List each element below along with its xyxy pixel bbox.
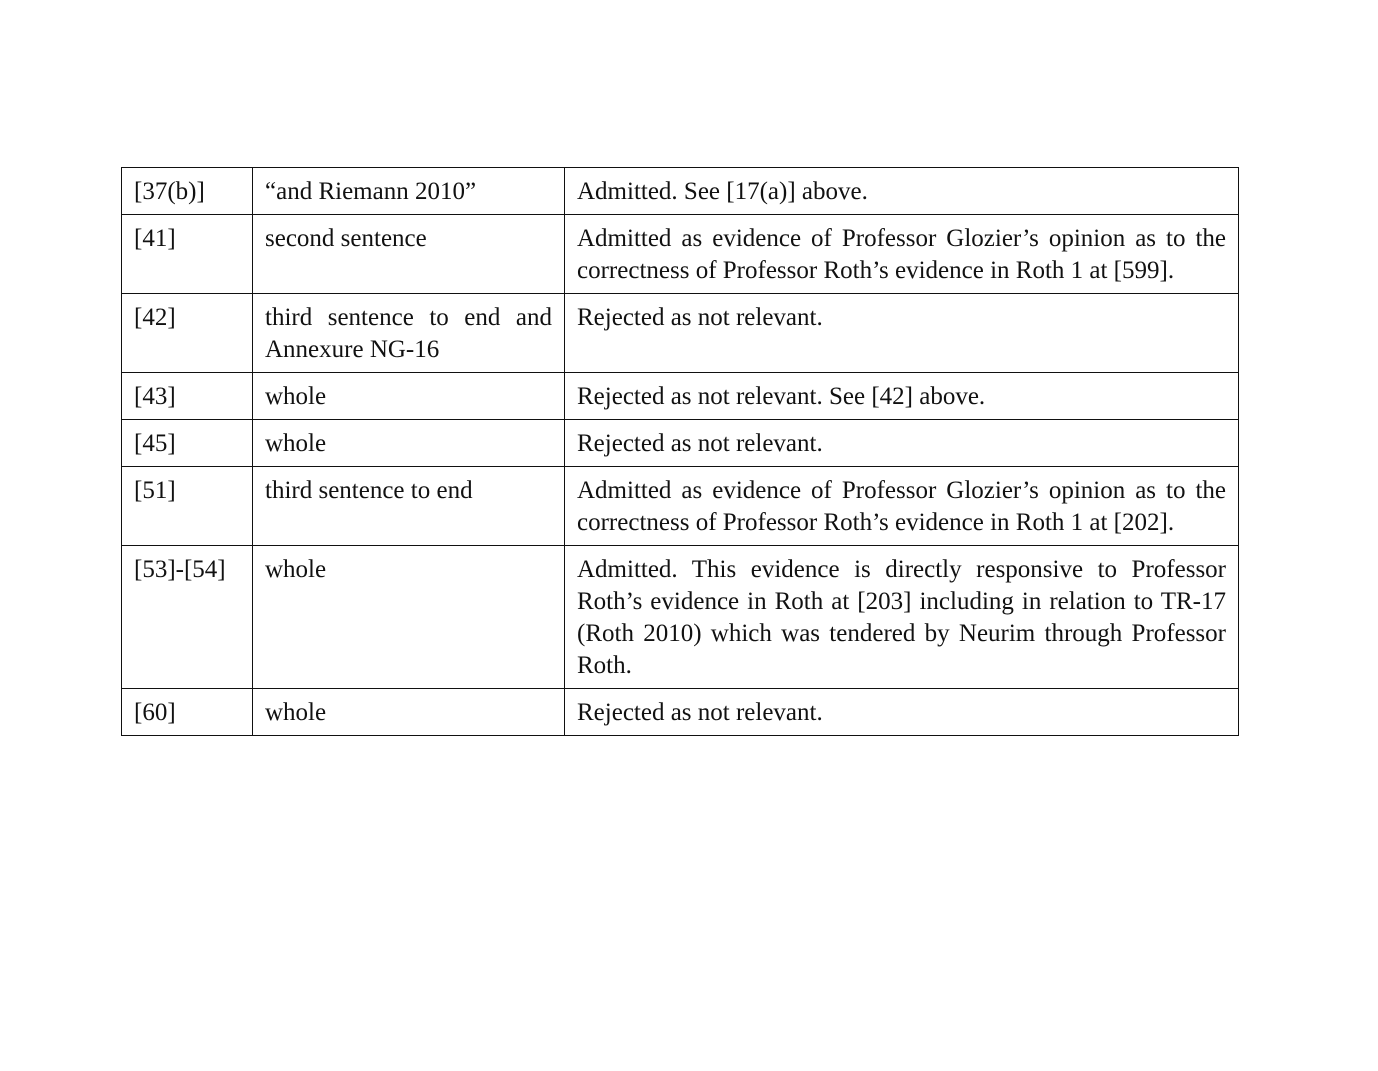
part-cell: whole: [253, 689, 565, 736]
part-cell: third sentence to end and Annexure NG-16: [253, 294, 565, 373]
ruling-cell: Admitted. See [17(a)] above.: [565, 168, 1239, 215]
part-cell: whole: [253, 420, 565, 467]
table-row: [122, 689, 1239, 736]
table-row: [122, 420, 1239, 467]
ruling-cell: Admitted. This evidence is directly responsive to Professor Roth’s evidence in Roth at [203] including in relation to TR-17 (Roth 2010) which was tendered by Neurim through Professor Roth.: [565, 546, 1239, 689]
table-row: [122, 373, 1239, 420]
paragraph-cell: [51]: [122, 467, 253, 546]
table-row: [122, 467, 1239, 546]
paragraph-cell: [60]: [122, 689, 253, 736]
paragraph-cell: [37(b)]: [122, 168, 253, 215]
part-cell: whole: [253, 373, 565, 420]
part-cell: “and Riemann 2010”: [253, 168, 565, 215]
part-cell: second sentence: [253, 215, 565, 294]
table-row: [122, 546, 1239, 689]
ruling-cell: Rejected as not relevant. See [42] above.: [565, 373, 1239, 420]
ruling-cell: Admitted as evidence of Professor Glozier’s opinion as to the correctness of Professor Roth’s evidence in Roth 1 at [202].: [565, 467, 1239, 546]
paragraph-cell: [41]: [122, 215, 253, 294]
paragraph-cell: [45]: [122, 420, 253, 467]
part-cell: whole: [253, 546, 565, 689]
table-row: [122, 168, 1239, 215]
paragraph-cell: [53]-[54]: [122, 546, 253, 689]
table-row: [122, 215, 1239, 294]
table-row: [122, 294, 1239, 373]
ruling-cell: Admitted as evidence of Professor Glozier’s opinion as to the correctness of Professor Roth’s evidence in Roth 1 at [599].: [565, 215, 1239, 294]
ruling-cell: Rejected as not relevant.: [565, 689, 1239, 736]
ruling-cell: Rejected as not relevant.: [565, 294, 1239, 373]
ruling-cell: Rejected as not relevant.: [565, 420, 1239, 467]
part-cell: third sentence to end: [253, 467, 565, 546]
paragraph-cell: [42]: [122, 294, 253, 373]
evidence-rulings-table: [121, 167, 1239, 736]
paragraph-cell: [43]: [122, 373, 253, 420]
